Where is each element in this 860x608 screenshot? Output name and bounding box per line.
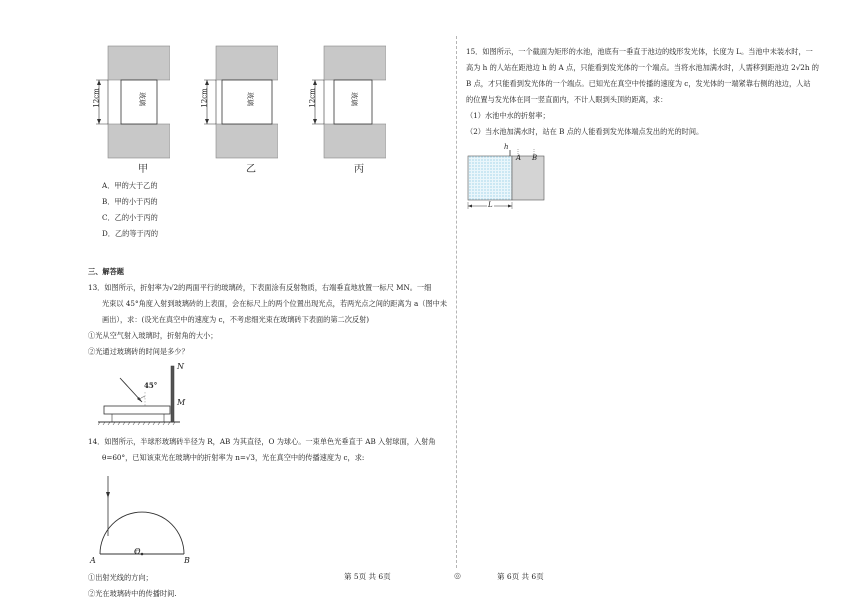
q13-sub2: ②光通过玻璃砖的时间是多少？	[88, 347, 189, 356]
q15-figure	[466, 144, 550, 214]
option-c: C．乙的小于丙的	[102, 213, 158, 222]
q13-line1: 13．如图所示，折射率为√2的两面平行的玻璃砖，下表面涂有反射物质，右端垂直地放置一标尺 MN。一细	[88, 283, 432, 292]
q15-a-label: A	[516, 154, 522, 162]
q12-options	[102, 178, 158, 242]
option-b: B．甲的小于丙的	[102, 197, 158, 206]
q14-o-label: O	[134, 547, 141, 556]
q14-subquestions	[88, 570, 177, 602]
q15-line2: 高为 h 的人站在距池边 h 的 A 点，只能看到发光体的一个端点。当将水池加满水时，人需移到距池边 2√2h 的	[466, 63, 819, 72]
section-title: 三、解答题	[88, 267, 124, 276]
q15-l-label: L	[488, 201, 493, 209]
q15-b-label: B	[532, 154, 538, 162]
glass-figure-yi	[196, 40, 278, 160]
option-a: A．甲的大于乙的	[102, 181, 158, 190]
figure-label-yi: 乙	[246, 164, 256, 175]
q14-sub2: ②光在玻璃砖中的传播时间.	[88, 589, 177, 598]
question-15	[466, 44, 819, 140]
q15-sub2: （2）当水池加满水时，站在 B 点的人能看到发光体端点发出的光的时间。	[466, 127, 704, 136]
glass-block-label: 玻璃	[138, 92, 146, 106]
figure-label-bing: 丙	[354, 164, 364, 175]
q13-m-label: M	[177, 398, 186, 407]
glass-block-label: 玻璃	[350, 92, 358, 106]
q14-a-label: A	[90, 556, 96, 565]
option-d: D．乙的等于丙的	[102, 229, 159, 238]
question-13	[88, 280, 447, 360]
question-14	[88, 434, 436, 466]
glass-dimension-label: 12cm	[308, 88, 317, 108]
q14-figure	[90, 472, 204, 570]
q13-angle-label: 45°	[144, 381, 158, 390]
q13-line2: 光束以 45°角度入射到玻璃砖的上表面，会在标尺上的两个位置出现光点，若两光点之间的距离为 a（图中未	[102, 299, 448, 308]
column-divider	[456, 36, 457, 568]
q14-sub1: ①出射光线的方向；	[88, 573, 153, 582]
glass-block-label: 玻璃	[246, 92, 254, 106]
q14-line1: 14．如图所示，半球形玻璃砖半径为 R，AB 为其直径，O 为球心。一束单色光垂直于 AB 入射球面，入射角	[88, 437, 436, 446]
q15-h-label: h	[504, 143, 509, 151]
glass-figure-bing	[304, 40, 386, 160]
q14-line2: θ=60°，已知该束光在玻璃中的折射率为 n=√3，光在真空中的传播速度为 c，求:	[102, 453, 365, 462]
footer-page-left: 第 5页 共 6页	[344, 572, 391, 581]
glass-dimension-label: 12cm	[92, 88, 101, 108]
q13-n-label: N	[177, 362, 184, 371]
glass-figure-jia	[88, 40, 170, 160]
q13-figure	[98, 362, 188, 432]
q15-line3: B 点，才只能看到发光体的一个端点。已知光在真空中传播的速度为 c，发光体的一端紧靠右侧的池边，人站	[466, 79, 811, 88]
footer-center-mark: ◎	[454, 571, 461, 580]
figure-label-jia: 甲	[138, 164, 148, 175]
q15-line1: 15．如图所示，一个截面为矩形的水池，池底有一垂直于池边的线形发光体，长度为 L。当池中未装水时，一	[466, 47, 813, 56]
q14-b-label: B	[184, 556, 190, 565]
glass-dimension-label: 12cm	[200, 88, 209, 108]
q13-line3: 画出），求：(设光在真空中的速度为 c，不考虑细光束在玻璃砖下表面的第二次反射)	[102, 315, 370, 324]
q13-sub1: ①光从空气射入玻璃时，折射角的大小；	[88, 331, 218, 340]
q15-line4: 的位置与发光体在同一竖直面内，不计人眼到头顶的距离，求：	[466, 95, 668, 104]
q15-sub1: （1）水池中水的折射率；	[466, 111, 550, 120]
footer-page-right: 第 6页 共 6页	[497, 572, 544, 581]
